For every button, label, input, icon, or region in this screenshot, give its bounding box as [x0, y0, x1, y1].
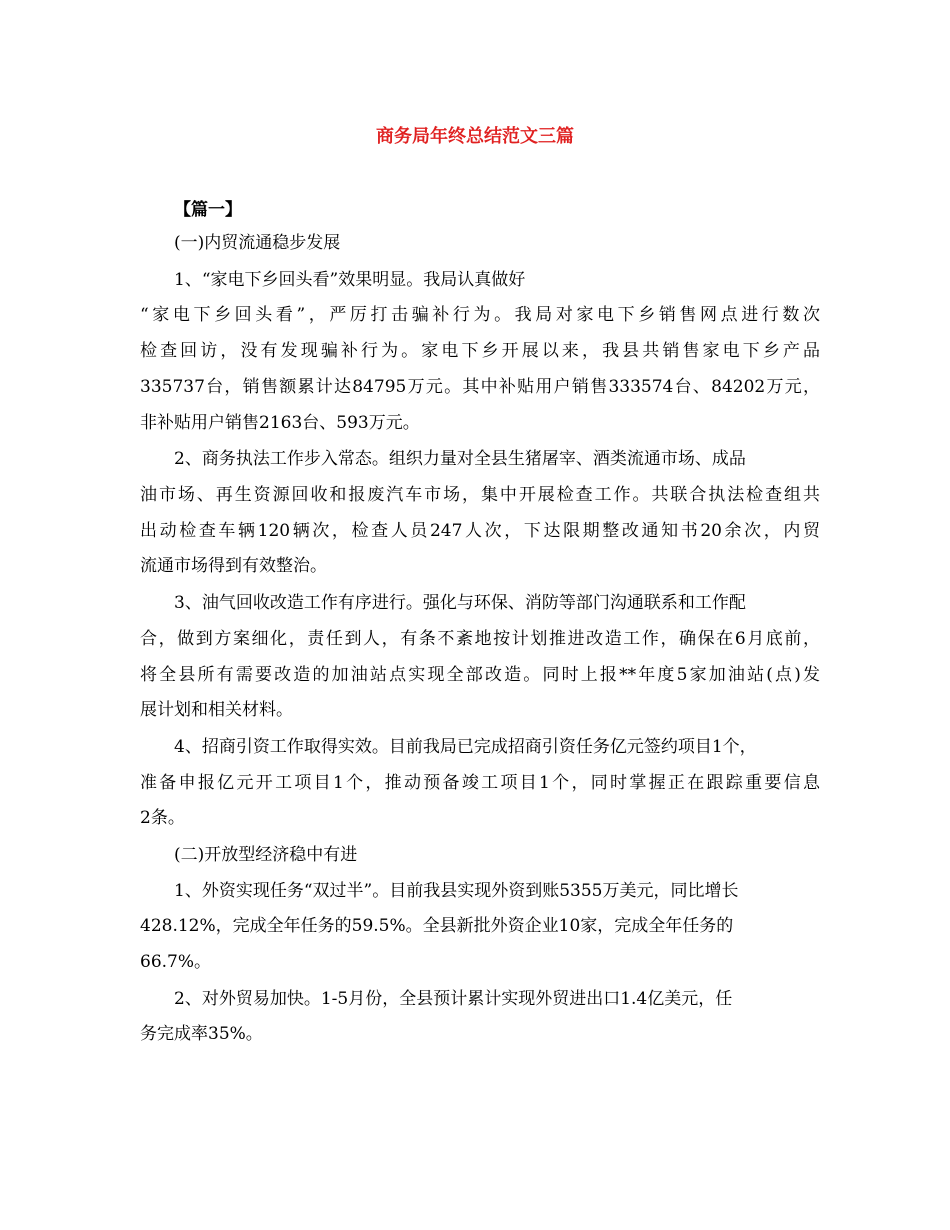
paragraph-line: 检查回访，没有发现骗补行为。家电下乡开展以来，我县共销售家电下乡产品 — [140, 341, 820, 361]
paragraph-line: 将全县所有需要改造的加油站点实现全部改造。同时上报**年度5家加油站(点)发 — [140, 665, 820, 685]
paragraph-line: 66.7%。 — [140, 952, 212, 972]
paragraph-line: 335737台，销售额累计达84795万元。其中补贴用户销售333574台、84202万元， — [140, 377, 820, 397]
paragraph-line: 非补贴用户销售2163台、593万元。 — [140, 413, 420, 433]
paragraph-line: 4、招商引资工作取得实效。目前我局已完成招商引资任务亿元签约项目1个， — [174, 737, 757, 757]
paragraph-line: 油市场、再生资源回收和报废汽车市场，集中开展检查工作。共联合执法检查组共 — [140, 485, 820, 505]
paragraph-line: 428.12%，完成全年任务的59.5%。全县新批外资企业10家，完成全年任务的 — [140, 916, 734, 936]
paragraph-line: 流通市场得到有效整治。 — [140, 556, 327, 576]
subsection-heading: (二)开放型经济稳中有进 — [174, 845, 358, 865]
section-heading: 【篇一】 — [174, 200, 242, 220]
paragraph-line: 1、“家电下乡回头看”效果明显。我局认真做好 — [174, 270, 526, 290]
paragraph-line: 展计划和相关材料。 — [140, 700, 293, 720]
paragraph-line: 3、油气回收改造工作有序进行。强化与环保、消防等部门沟通联系和工作配 — [174, 593, 746, 613]
paragraph-line: 2条。 — [140, 808, 185, 828]
paragraph-line: 2、商务执法工作步入常态。组织力量对全县生猪屠宰、酒类流通市场、成品 — [174, 449, 746, 469]
paragraph-line: 1、外资实现任务“双过半”。目前我县实现外资到账5355万美元，同比增长 — [174, 881, 739, 901]
paragraph-line: 务完成率35%。 — [140, 1024, 263, 1044]
paragraph-line: 2、对外贸易加快。1-5月份，全县预计累计实现外贸进出口1.4亿美元，任 — [174, 989, 733, 1009]
paragraph-line: 出动检查车辆120辆次，检查人员247人次，下达限期整改通知书20余次，内贸 — [140, 521, 820, 541]
document-title: 商务局年终总结范文三篇 — [376, 126, 574, 147]
paragraph-line: 准备申报亿元开工项目1个，推动预备竣工项目1个，同时掌握正在跟踪重要信息 — [140, 773, 820, 793]
paragraph-line: 合，做到方案细化，责任到人，有条不紊地按计划推进改造工作，确保在6月底前， — [140, 629, 820, 649]
subsection-heading: (一)内贸流通稳步发展 — [174, 233, 341, 253]
paragraph-line: “家电下乡回头看”，严厉打击骗补行为。我局对家电下乡销售网点进行数次 — [140, 305, 820, 325]
